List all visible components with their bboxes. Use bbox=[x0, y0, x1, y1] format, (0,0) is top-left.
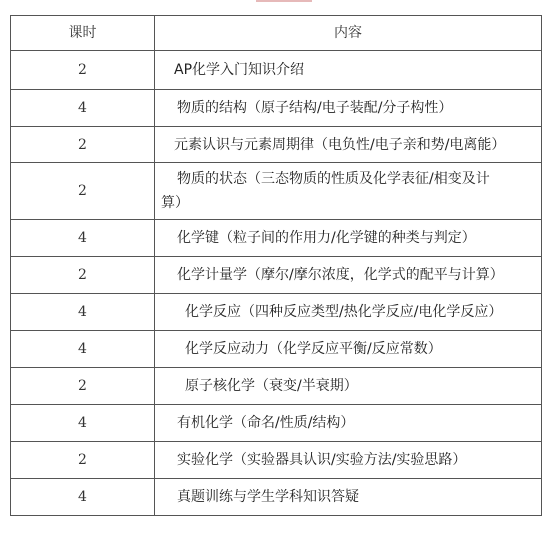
row-hours: 4 bbox=[11, 294, 155, 331]
row-hours: 4 bbox=[11, 331, 155, 368]
table-header-row bbox=[11, 16, 542, 51]
row-content-text-line2: 算） bbox=[161, 195, 189, 211]
row-content-text: 有机化学（命名/性质/结构） bbox=[177, 415, 355, 431]
table-row bbox=[11, 294, 542, 331]
table-row bbox=[11, 257, 542, 294]
row-hours: 4 bbox=[11, 220, 155, 257]
row-content-text: 化学反应动力（化学反应平衡/反应常数） bbox=[185, 341, 442, 357]
row-content bbox=[155, 479, 542, 516]
row-content bbox=[155, 294, 542, 331]
row-content-text: 化学计量学（摩尔/摩尔浓度，化学式的配平与计算） bbox=[177, 267, 504, 283]
table-row bbox=[11, 368, 542, 405]
row-hours: 2 bbox=[11, 163, 155, 220]
table-row bbox=[11, 442, 542, 479]
row-hours: 2 bbox=[11, 51, 155, 90]
row-content bbox=[155, 51, 542, 90]
row-content bbox=[155, 127, 542, 163]
top-edge-mark bbox=[256, 0, 312, 2]
row-hours: 4 bbox=[11, 90, 155, 127]
row-hours: 4 bbox=[11, 405, 155, 442]
row-content-text: 化学键（粒子间的作用力/化学键的种类与判定） bbox=[177, 230, 476, 246]
row-content bbox=[155, 405, 542, 442]
row-content-text: 元素认识与元素周期律（电负性/电子亲和势/电离能） bbox=[174, 136, 506, 153]
row-content bbox=[155, 163, 542, 220]
header-hours: 课时 bbox=[11, 16, 155, 51]
row-content bbox=[155, 368, 542, 405]
row-content bbox=[155, 220, 542, 257]
row-content-text: 化学反应（四种反应类型/热化学反应/电化学反应） bbox=[185, 304, 503, 320]
row-content-text: 物质的结构（原子结构/电子装配/分子构性） bbox=[177, 100, 453, 116]
row-content-text-line1: 物质的状态（三态物质的性质及化学表征/相变及计 bbox=[177, 171, 490, 187]
row-content-text: 原子核化学（衰变/半衰期） bbox=[185, 378, 358, 394]
table-row bbox=[11, 163, 542, 220]
row-content bbox=[155, 331, 542, 368]
table-row bbox=[11, 220, 542, 257]
row-content-text: 实验化学（实验器具认识/实验方法/实验思路） bbox=[177, 452, 467, 468]
row-content-text: AP化学入门知识介绍 bbox=[174, 62, 305, 78]
table-row bbox=[11, 127, 542, 163]
row-content bbox=[155, 90, 542, 127]
row-hours: 2 bbox=[11, 368, 155, 405]
table-row bbox=[11, 51, 542, 90]
row-hours: 2 bbox=[11, 127, 155, 163]
table-row bbox=[11, 405, 542, 442]
header-content: 内容 bbox=[155, 16, 542, 51]
table-row bbox=[11, 479, 542, 516]
row-content-text: 真题训练与学生学科知识答疑 bbox=[177, 489, 359, 505]
row-hours: 2 bbox=[11, 257, 155, 294]
row-hours: 4 bbox=[11, 479, 155, 516]
table-row bbox=[11, 90, 542, 127]
row-content bbox=[155, 442, 542, 479]
table-row bbox=[11, 331, 542, 368]
course-schedule-table bbox=[10, 15, 542, 516]
row-hours: 2 bbox=[11, 442, 155, 479]
row-content bbox=[155, 257, 542, 294]
